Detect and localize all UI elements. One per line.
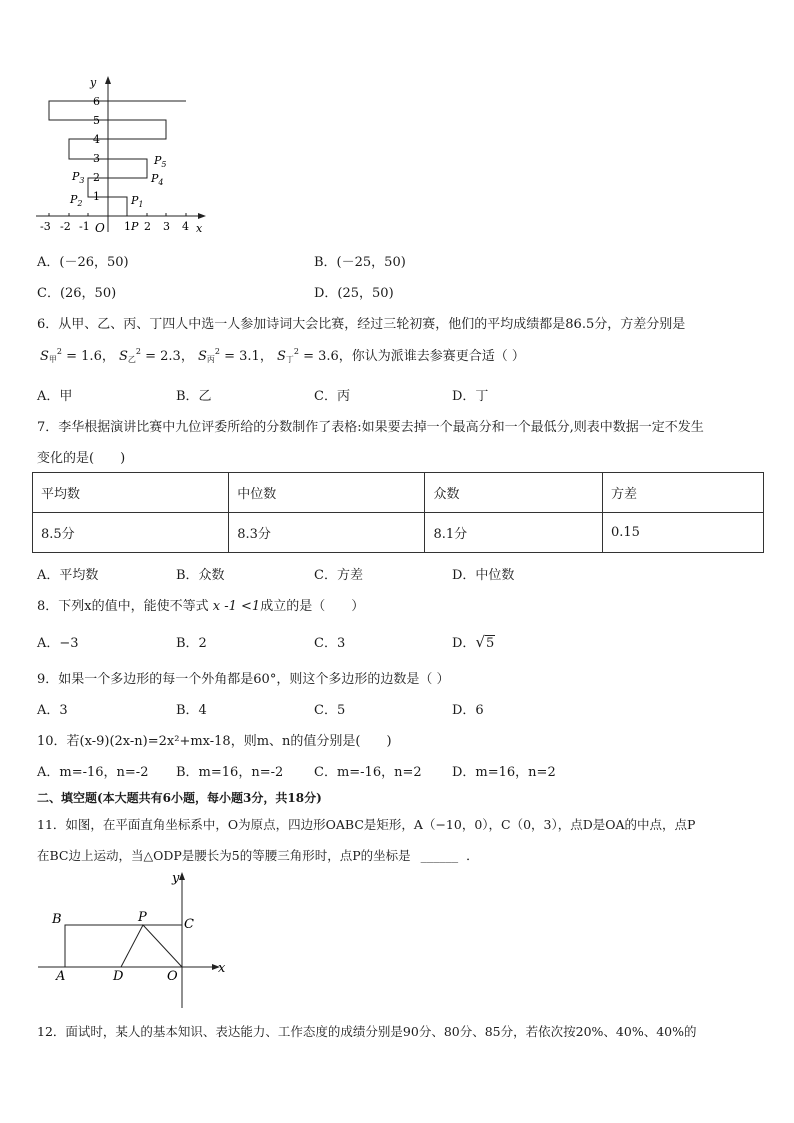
q5-option-d[interactable]: D．(25，50) [314,286,394,301]
q8-stem [37,595,364,614]
triangle-odp [121,925,182,967]
q9-option-b[interactable]: B．4 [176,703,207,718]
q8-option-a[interactable]: A．−3 [37,636,79,651]
value-mode: 8.1分 [425,513,603,553]
q8-inequality: x -1 <1 [212,599,261,614]
q8-option-c[interactable]: C．3 [314,636,346,651]
origin-label: O [95,221,105,235]
point-b-label: B [52,912,62,927]
y-axis-label: y [90,76,97,89]
point-c-label: C [184,917,194,932]
header-mode: 众数 [425,473,603,513]
y-tick-4: 4 [93,133,100,146]
q9-option-c[interactable]: C．5 [314,703,346,718]
point-p-label: P [138,910,147,925]
x-axis-arrow [198,213,206,219]
y-tick-1: 1 [93,190,100,203]
x-tick-4: 4 [182,220,189,233]
y-tick-6: 6 [93,95,100,108]
table-header-row [33,473,764,513]
y-axis-arrow [105,76,111,84]
x-tick-neg1: -1 [79,220,90,233]
x-tick-3: 3 [163,220,170,233]
header-median: 中位数 [229,473,425,513]
q11-stem-line2 [37,846,479,864]
q11-stem-line1: 11．如图，在平面直角坐标系中，O为原点，四边形OABC是矩形，A（−10，0），C（0，3），点D是OA的中点，点P [37,817,696,832]
point-a-label: A [56,969,66,984]
rectangle-figure [34,866,234,1014]
point-label-p2: $P_2$ [70,193,83,208]
q8-tail: 成立的是（ ） [260,599,365,614]
section-2-title: 二、填空题(本大题共有6小题，每小题3分，共18分) [37,791,322,805]
point-label-p5: $P_5$ [154,154,167,169]
point-label-p4: $P_4$ [151,172,164,187]
q10-option-d[interactable]: D．m=16，n=2 [452,765,556,780]
q10-stem: 10．若(x-9)(2x-n)=2x²+mx-18，则m、n的值分别是( ) [37,734,392,749]
value-median: 8.3分 [229,513,425,553]
y-axis-arrow [179,872,185,880]
header-mean: 平均数 [33,473,229,513]
value-mean: 8.5分 [33,513,229,553]
header-variance: 方差 [603,473,764,513]
point-label-p1: $P_1$ [131,194,144,209]
x-axis-label: x [218,961,226,976]
q7-option-d[interactable]: D．中位数 [452,568,515,583]
q6-option-c[interactable]: C．丙 [314,389,350,404]
q8-option-b[interactable]: B．2 [176,636,207,651]
q8-option-d[interactable] [452,632,495,651]
q12-stem: 12．面试时，某人的基本知识、表达能力、工作态度的成绩分别是90分、80分、85分，若依次按20%、40%、40%的 [37,1024,697,1039]
q6-variances: $S_甲^2 = 1.6$， $S_乙^2 = 2.3$， $S_丙^2 = 3.1$， $S_丁^2 = 3.6$，你认为派谁去参赛更合适（ ） [40,347,525,364]
q7-stats-table [32,472,764,553]
x-tick-neg3: -3 [40,220,51,233]
q8-text: 8．下列x的值中，能使不等式 [37,599,209,614]
y-tick-2: 2 [93,171,100,184]
y-tick-5: 5 [93,114,100,127]
q6-var-jia: = 1.6 [66,349,102,364]
q10-option-c[interactable]: C．m=-16，n=2 [314,765,422,780]
q7-option-b[interactable]: B．众数 [176,568,225,583]
q9-option-d[interactable]: D．6 [452,703,484,718]
q11-answer-blank[interactable]: ______ [420,848,459,863]
q5-option-b[interactable]: B．(－25，50) [314,255,406,270]
q6-tail: ，你认为派谁去参赛更合适（ ） [338,349,525,364]
q10-option-b[interactable]: B．m=16，n=-2 [176,765,284,780]
q7-option-c[interactable]: C．方差 [314,568,363,583]
x-axis-label: x [196,222,203,235]
x-tick-2: 2 [144,220,151,233]
y-axis-label: y [172,871,180,886]
point-label-p: P [131,220,139,233]
value-variance: 0.15 [603,513,764,553]
q10-option-a[interactable]: A．m=-16，n=-2 [37,765,149,780]
q6-var-ding: = 3.6 [303,349,339,364]
q8-option-d-label: D． [452,636,476,651]
q6-stem: 6．从甲、乙、丙、丁四人中选一人参加诗词大会比赛，经过三轮初赛，他们的平均成绩都是86.5分，方差分别是 [37,317,686,332]
q11-end: ． [466,848,479,863]
q6-option-b[interactable]: B．乙 [176,389,212,404]
x-tick-1: 1 [124,220,131,233]
q11-text: 在BC边上运动，当△ODP是腰长为5的等腰三角形时，点P的坐标是 [37,848,411,863]
q6-var-bing: = 3.1 [224,349,260,364]
x-tick-neg2: -2 [60,220,71,233]
point-d-label: D [113,969,124,984]
q7-stem-line2: 变化的是( ) [37,451,126,466]
sqrt-icon: √ [475,633,485,651]
q6-option-a[interactable]: A．甲 [37,389,73,404]
q6-option-d[interactable]: D．丁 [452,389,489,404]
q7-stem-line1: 7．李华根据演讲比赛中九位评委所给的分数制作了表格:如果要去掉一个最高分和一个最低分,则表中数据一定不发生 [37,420,704,435]
q6-var-yi: = 2.3 [145,349,181,364]
spiral-path-figure [30,72,220,240]
point-label-p3: $P_3$ [72,170,85,185]
rectangle-oabc [65,925,182,967]
q9-option-a[interactable]: A．3 [37,703,68,718]
q8-sqrt-arg: 5 [486,636,495,651]
point-o-label: O [167,969,178,984]
q5-option-a[interactable]: A．(－26，50) [37,255,129,270]
table-value-row [33,513,764,553]
q9-stem: 9．如果一个多边形的每一个外角都是60°，则这个多边形的边数是（ ） [37,672,450,687]
q5-option-c[interactable]: C．(26，50) [37,286,117,301]
q7-option-a[interactable]: A．平均数 [37,568,99,583]
y-tick-3: 3 [93,152,100,165]
